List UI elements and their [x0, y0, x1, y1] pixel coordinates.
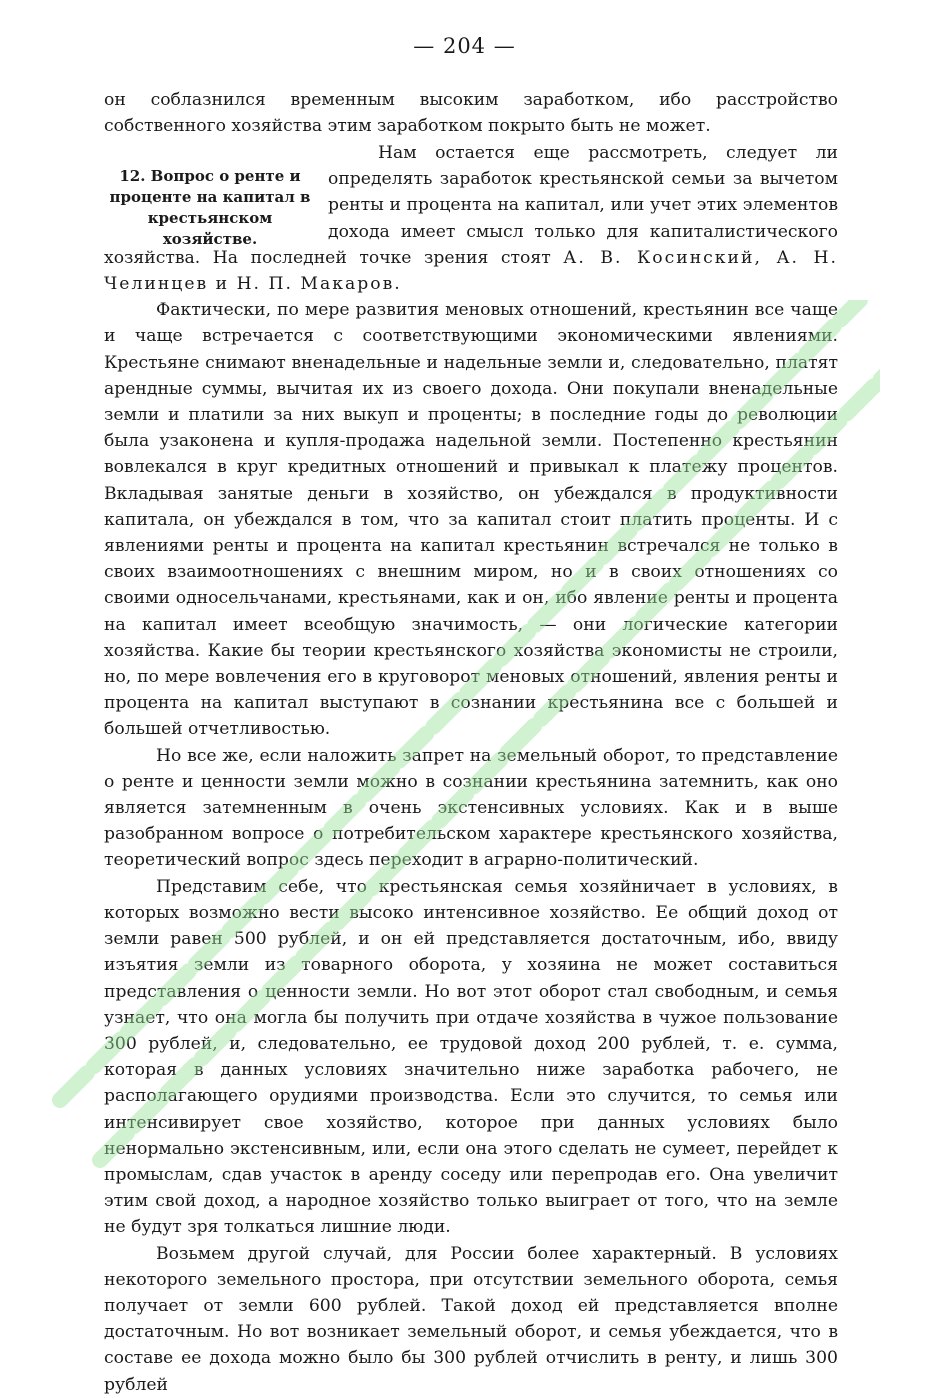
body-paragraph: Фактически, по мере развития меновых отношений, крестьянин все чаще и чаще встречается с соответствующими экономическими явлениями. Крестьяне снимают вненадельные и надельные земли и, следовательно, платят арендные суммы, вычитая их из своего дохода. Они покупали вненадельные земли и платили за них выкуп и проценты; в последние годы до революции была узаконена и купля-продажа надельной земли. Постепенно крестьянин вовлекался в круг кредитных отношений и привыкал к платежу процентов. Вкладывая занятые деньги в хозяйство, он убеждался в продуктивности капитала, он убеждался в том, что за капитал стоит платить проценты. И с явлениями ренты и процента на капитал крестьянин встречался не только в своих взаимоотношениях с внешним миром, но и в своих отношениях со своими односельчанами, крестьянами, как и он, ибо явление ренты и процента на капитал имеет всеобщую значимость, — они логические категории хозяйства. Какие бы теории крестьянского хозяйства экономисты не строили, но, по мере вовлечения его в круговорот меновых отношений, явления ренты и процента на капитал выступают в сознании крестьянина все с большей и большей отчетливостью. — [104, 300, 838, 740]
section-opening-text: Нам остается еще рассмотреть, следует ли определять заработок крестьянской семьи за вычетом ренты и процента на капитал, или учет этих элементов дохода имеет смысл только для капиталистического хозяйства. На последней точке зрения стоят — [104, 143, 838, 268]
intro-paragraph-block — [104, 87, 838, 139]
section-opening-authors: А. В. Косинский, А. Н. Челинцев и Н. П. Макаров. — [104, 247, 838, 295]
side-note-spacer — [104, 140, 328, 244]
body-paragraph: Представим себе, что крестьянская семья хозяйничает в условиях, в которых возможно вести высоко интенсивное хозяйство. Ее общий доход от земли равен 500 рублей, и он ей представляется достаточным, ибо, ввиду изъятия земли из товарного оборота, у хозяина не может составиться представления о ценности земли. Но вот этот оборот стал свободным, и семья узнает, что она могла бы получить при отдаче хозяйства в чужое пользование 300 рублей, и, следовательно, ее трудовой доход 200 рублей, т. е. сумма, которая в данных условиях значительно ниже заработка рабочего, не располагающего орудиями производства. Если это случится, то семья или интенсивирует свое хозяйство, которое при данных условиях было ненормально экстенсивным, или, если она этого сделать не сумеет, перейдет к промыслам, сдав участок в аренду соседу или перепродав его. Она увеличит этим свой доход, а народное хозяйство только выиграет от того, что на земле не будут зря толкаться лишние люди. — [104, 876, 838, 1238]
main-text-block — [104, 140, 838, 1398]
body-paragraph: Возьмем другой случай, для России более характерный. В условиях некоторого земельного простора, при отсутствии земельного оборота, семья получает от земли 600 рублей. Такой доход ей представляется вполне достаточным. Но вот возникает земельный оборот, и семья убеждается, что в составе ее дохода можно было бы 300 рублей отчислить в ренту, и лишь 300 рублей — [104, 1243, 838, 1395]
section-opening — [104, 140, 838, 297]
intro-paragraph: он соблазнился временным высоким заработком, ибо расстройство собственного хозяйства этим заработком покрыто быть не может. — [104, 90, 838, 137]
section-side-note: 12. Вопрос о ренте и проценте на капитал в крестьянском хозяйстве. — [109, 167, 311, 248]
page-number: — 204 — — [413, 34, 516, 58]
body-paragraph: Но все же, если наложить запрет на земельный оборот, то представление о ренте и ценности земли можно в сознании крестьянина затемнить, как оно является затемненным в очень экстенсивных условиях. Как и в выше разобранном вопросе о потребительском характере крестьянского хозяйства, теоретический вопрос здесь переходит в аграрно-политический. — [104, 745, 838, 871]
